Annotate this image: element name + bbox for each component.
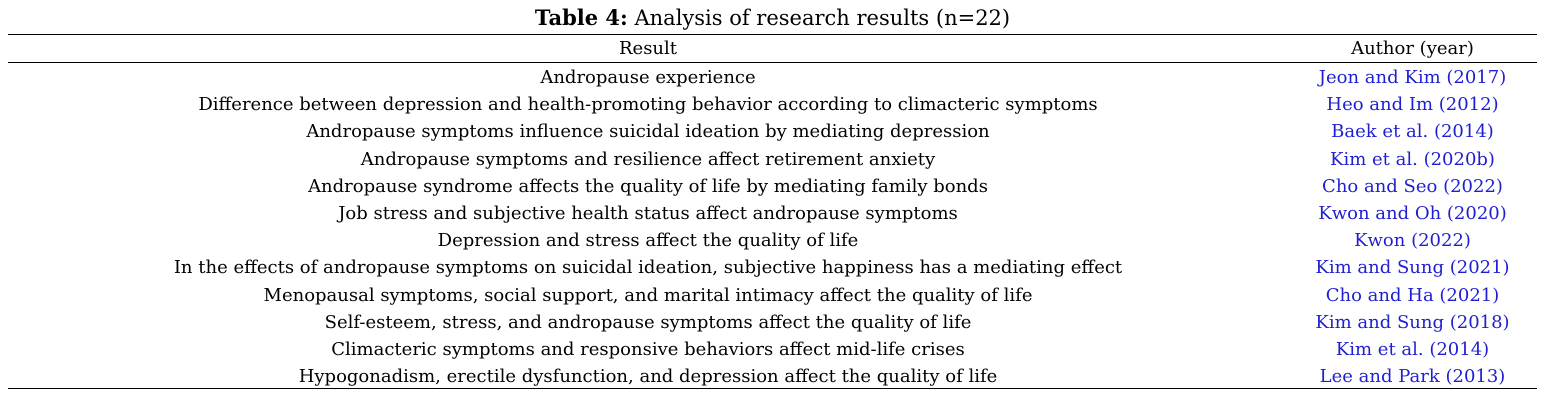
author-citation-link[interactable]: Heo and Im (2012) xyxy=(1326,94,1499,116)
table-row xyxy=(8,309,1537,336)
result-cell: Andropause syndrome affects the quality of life by mediating family bonds xyxy=(308,175,988,197)
table-caption-label: Table 4: xyxy=(534,5,628,30)
table-row xyxy=(8,173,1537,200)
result-cell: In the effects of andropause symptoms on suicidal ideation, subjective happiness has a mediating effect xyxy=(173,257,1123,279)
author-citation-link[interactable]: Kim and Sung (2018) xyxy=(1315,311,1510,333)
result-cell: Menopausal symptoms, social support, and marital intimacy affect the quality of life xyxy=(263,284,1033,306)
author-citation-link[interactable]: Kwon (2022) xyxy=(1354,230,1471,252)
result-cell: Climacteric symptoms and responsive behaviors affect mid-life crises xyxy=(331,339,965,361)
table-caption xyxy=(0,5,1545,31)
table-row xyxy=(8,200,1537,227)
results-table xyxy=(8,35,1537,390)
table-row xyxy=(8,62,1537,91)
table-row xyxy=(8,91,1537,118)
result-cell: Difference between depression and health-promoting behavior according to climacteric symptoms xyxy=(198,94,1098,116)
author-citation-link[interactable]: Kim et al. (2020b) xyxy=(1330,148,1495,170)
author-citation-link[interactable]: Lee and Park (2013) xyxy=(1319,366,1506,388)
result-cell: Andropause symptoms and resilience affect retirement anxiety xyxy=(360,148,936,170)
result-cell: Andropause experience xyxy=(540,67,756,88)
table-body xyxy=(8,62,1537,390)
table-row xyxy=(8,363,1537,390)
header-author: Author (year) xyxy=(1351,38,1474,59)
table-caption-text: Analysis of research results (n=22) xyxy=(634,6,1011,30)
result-cell: Andropause symptoms influence suicidal ideation by mediating depression xyxy=(306,121,990,143)
table-row xyxy=(8,146,1537,173)
table-row xyxy=(8,336,1537,363)
table-row xyxy=(8,118,1537,145)
header-result: Result xyxy=(618,38,678,59)
result-cell: Hypogonadism, erectile dysfunction, and depression affect the quality of life xyxy=(298,366,998,388)
author-citation-link[interactable]: Kim et al. (2014) xyxy=(1335,339,1490,361)
author-citation-link[interactable]: Kim and Sung (2021) xyxy=(1315,257,1510,279)
result-cell: Self-esteem, stress, and andropause symptoms affect the quality of life xyxy=(324,311,972,333)
author-citation-link[interactable]: Cho and Seo (2022) xyxy=(1322,175,1503,197)
table-row xyxy=(8,254,1537,281)
author-citation-link[interactable]: Cho and Ha (2021) xyxy=(1325,284,1500,306)
author-citation-link[interactable]: Kwon and Oh (2020) xyxy=(1318,203,1507,225)
table-row xyxy=(8,282,1537,309)
author-citation-link[interactable]: Baek et al. (2014) xyxy=(1331,121,1494,143)
table-header-row xyxy=(8,35,1537,62)
result-cell: Depression and stress affect the quality of life xyxy=(437,230,859,252)
result-cell: Job stress and subjective health status affect andropause symptoms xyxy=(338,203,958,225)
author-citation-link[interactable]: Jeon and Kim (2017) xyxy=(1318,67,1507,88)
table-row xyxy=(8,227,1537,254)
